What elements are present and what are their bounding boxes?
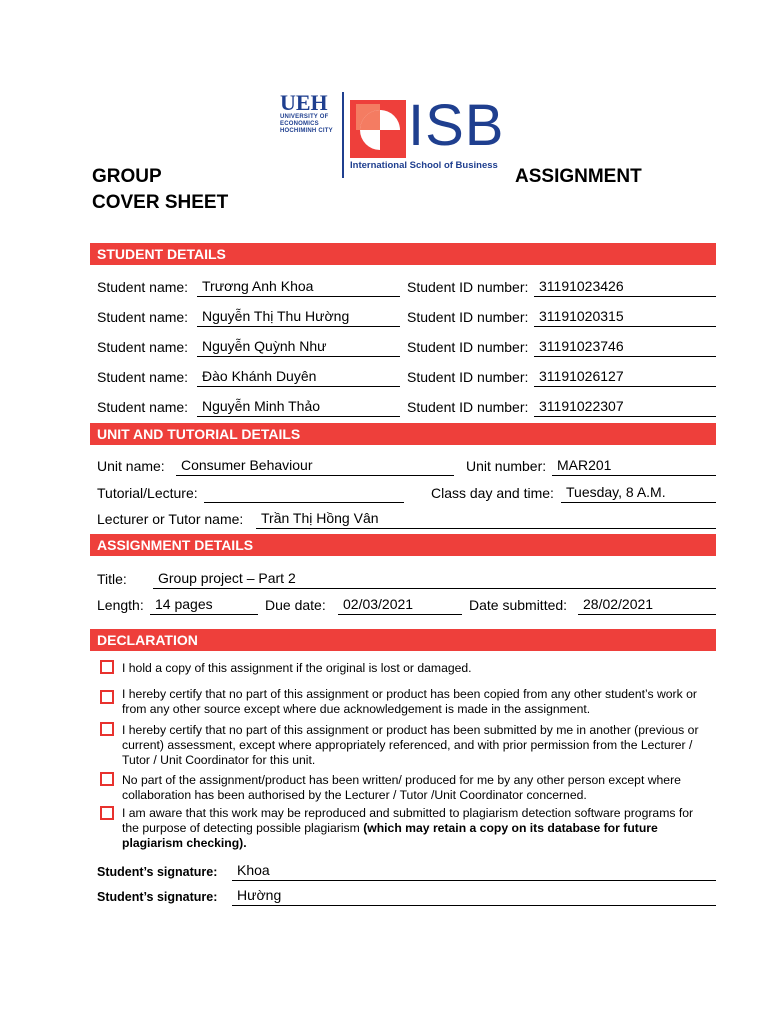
student-name-field[interactable] [197, 338, 400, 357]
lecturer-label: Lecturer or Tutor name: [97, 511, 244, 527]
unit-number-value: MAR201 [557, 457, 612, 473]
section-unit-details: UNIT AND TUTORIAL DETAILS [90, 423, 716, 445]
ueh-line-1: UNIVERSITY OF [280, 114, 329, 120]
class-day-label: Class day and time: [431, 485, 554, 501]
due-date-label: Due date: [265, 597, 326, 613]
declaration-text-4: No part of the assignment/product has been written/ produced for me by any other person except where collaboration has been authorised by the Lecturer / Tutor /Unit Coordinator concerned. [122, 773, 681, 802]
student-name-field[interactable] [197, 368, 400, 387]
due-date-value: 02/03/2021 [343, 596, 414, 612]
ueh-wordmark: UEH [280, 90, 328, 115]
student-id-field[interactable] [534, 368, 716, 387]
isb-subtitle: International School of Business [350, 160, 498, 171]
student-name-value: Nguyễn Minh Thảo [202, 398, 321, 414]
student-name-label: Student name: [97, 399, 189, 415]
student-name-label: Student name: [97, 369, 189, 385]
student-id-value: 31191023426 [539, 278, 624, 294]
student-name-value: Trương Anh Khoa [202, 278, 314, 294]
student-name-field[interactable] [197, 398, 400, 417]
tutorial-label: Tutorial/Lecture: [97, 485, 198, 501]
student-id-value: 31191026127 [539, 368, 624, 384]
student-id-field[interactable] [534, 278, 716, 297]
unit-name-value: Consumer Behaviour [181, 457, 313, 473]
signature-label-2: Student’s signature: [97, 890, 218, 904]
assignment-title-value: Group project – Part 2 [158, 570, 296, 586]
student-id-field[interactable] [534, 308, 716, 327]
tutorial-field[interactable] [204, 484, 404, 503]
student-id-value: 31191022307 [539, 398, 624, 414]
signature-field-1[interactable] [232, 862, 716, 881]
lecturer-field[interactable] [256, 510, 716, 529]
declaration-checkbox-4[interactable] [100, 772, 114, 786]
student-name-field[interactable] [197, 308, 400, 327]
unit-name-field[interactable] [176, 457, 454, 476]
student-name-value: Nguyễn Thị Thu Hường [202, 308, 350, 324]
signature-value-2: Hường [237, 887, 282, 903]
class-day-value: Tuesday, 8 A.M. [566, 484, 666, 500]
student-name-label: Student name: [97, 309, 189, 325]
section-assignment-details: ASSIGNMENT DETAILS [90, 534, 716, 556]
unit-name-label: Unit name: [97, 458, 165, 474]
ueh-logo [280, 92, 333, 135]
declaration-text-5-normal: I am aware that this work may be reproduced and submitted to plagiarism detection software programs for the purpose of detecting possible plagiarism [122, 806, 694, 835]
student-name-label: Student name: [97, 339, 189, 355]
student-id-label: Student ID number: [407, 309, 529, 325]
signature-label-1: Student’s signature: [97, 865, 218, 879]
assignment-title-label: Title: [97, 571, 127, 587]
section-student-details: STUDENT DETAILS [90, 243, 716, 265]
date-submitted-field[interactable] [578, 596, 716, 615]
student-name-value: Nguyễn Quỳnh Như [202, 338, 327, 354]
student-name-label: Student name: [97, 279, 189, 295]
student-name-field[interactable] [197, 278, 400, 297]
declaration-text-3: I hereby certify that no part of this assignment or product has been submitted by me in another (previous or current) assessment, except where appropriately referenced, and with prior permission from the Lecturer / Tutor / Unit Coordinator for this unit. [122, 723, 699, 767]
ueh-line-3: HOCHIMINH CITY [280, 128, 333, 134]
unit-number-field[interactable] [552, 457, 716, 476]
student-name-value: Đào Khánh Duyên [202, 368, 317, 384]
declaration-text-5-end: . [243, 836, 247, 850]
class-day-field[interactable] [561, 484, 716, 503]
due-date-field[interactable] [338, 596, 462, 615]
declaration-text-5 [122, 806, 712, 851]
length-value: 14 pages [155, 596, 213, 612]
date-submitted-value: 28/02/2021 [583, 596, 654, 612]
unit-number-label: Unit number: [466, 458, 547, 474]
signature-field-2[interactable] [232, 887, 716, 906]
isb-wordmark: ISB [408, 93, 505, 158]
declaration-checkbox-1[interactable] [100, 660, 114, 674]
logo-divider [342, 92, 344, 178]
assignment-title-field[interactable] [153, 570, 716, 589]
student-id-label: Student ID number: [407, 339, 529, 355]
declaration-text-1: I hold a copy of this assignment if the original is lost or damaged. [122, 661, 472, 675]
signature-value-1: Khoa [237, 862, 270, 878]
length-label: Length: [97, 597, 144, 613]
university-logo [280, 92, 510, 178]
student-id-label: Student ID number: [407, 369, 529, 385]
ueh-line-2: ECONOMICS [280, 121, 319, 127]
date-submitted-label: Date submitted: [469, 597, 568, 613]
title-assignment: ASSIGNMENT [515, 166, 642, 187]
student-id-value: 31191020315 [539, 308, 624, 324]
declaration-checkbox-3[interactable] [100, 722, 114, 736]
student-id-field[interactable] [534, 338, 716, 357]
declaration-checkbox-5[interactable] [100, 806, 114, 820]
declaration-text-5-bold: (which may retain a copy on its database for future plagiarism checking) [122, 821, 658, 850]
isb-mark-icon [350, 100, 412, 162]
section-declaration: DECLARATION [90, 629, 716, 651]
lecturer-value: Trần Thị Hồng Vân [261, 510, 379, 526]
student-id-field[interactable] [534, 398, 716, 417]
title-cover-sheet: COVER SHEET [92, 192, 229, 213]
student-id-label: Student ID number: [407, 399, 529, 415]
length-field[interactable] [150, 596, 258, 615]
student-id-label: Student ID number: [407, 279, 529, 295]
title-group: GROUP [92, 166, 162, 187]
student-id-value: 31191023746 [539, 338, 624, 354]
declaration-checkbox-2[interactable] [100, 690, 114, 704]
declaration-text-2: I hereby certify that no part of this assignment or product has been copied from any other student’s work or from any other source except where due acknowledgement is made in the assignment. [122, 687, 697, 716]
